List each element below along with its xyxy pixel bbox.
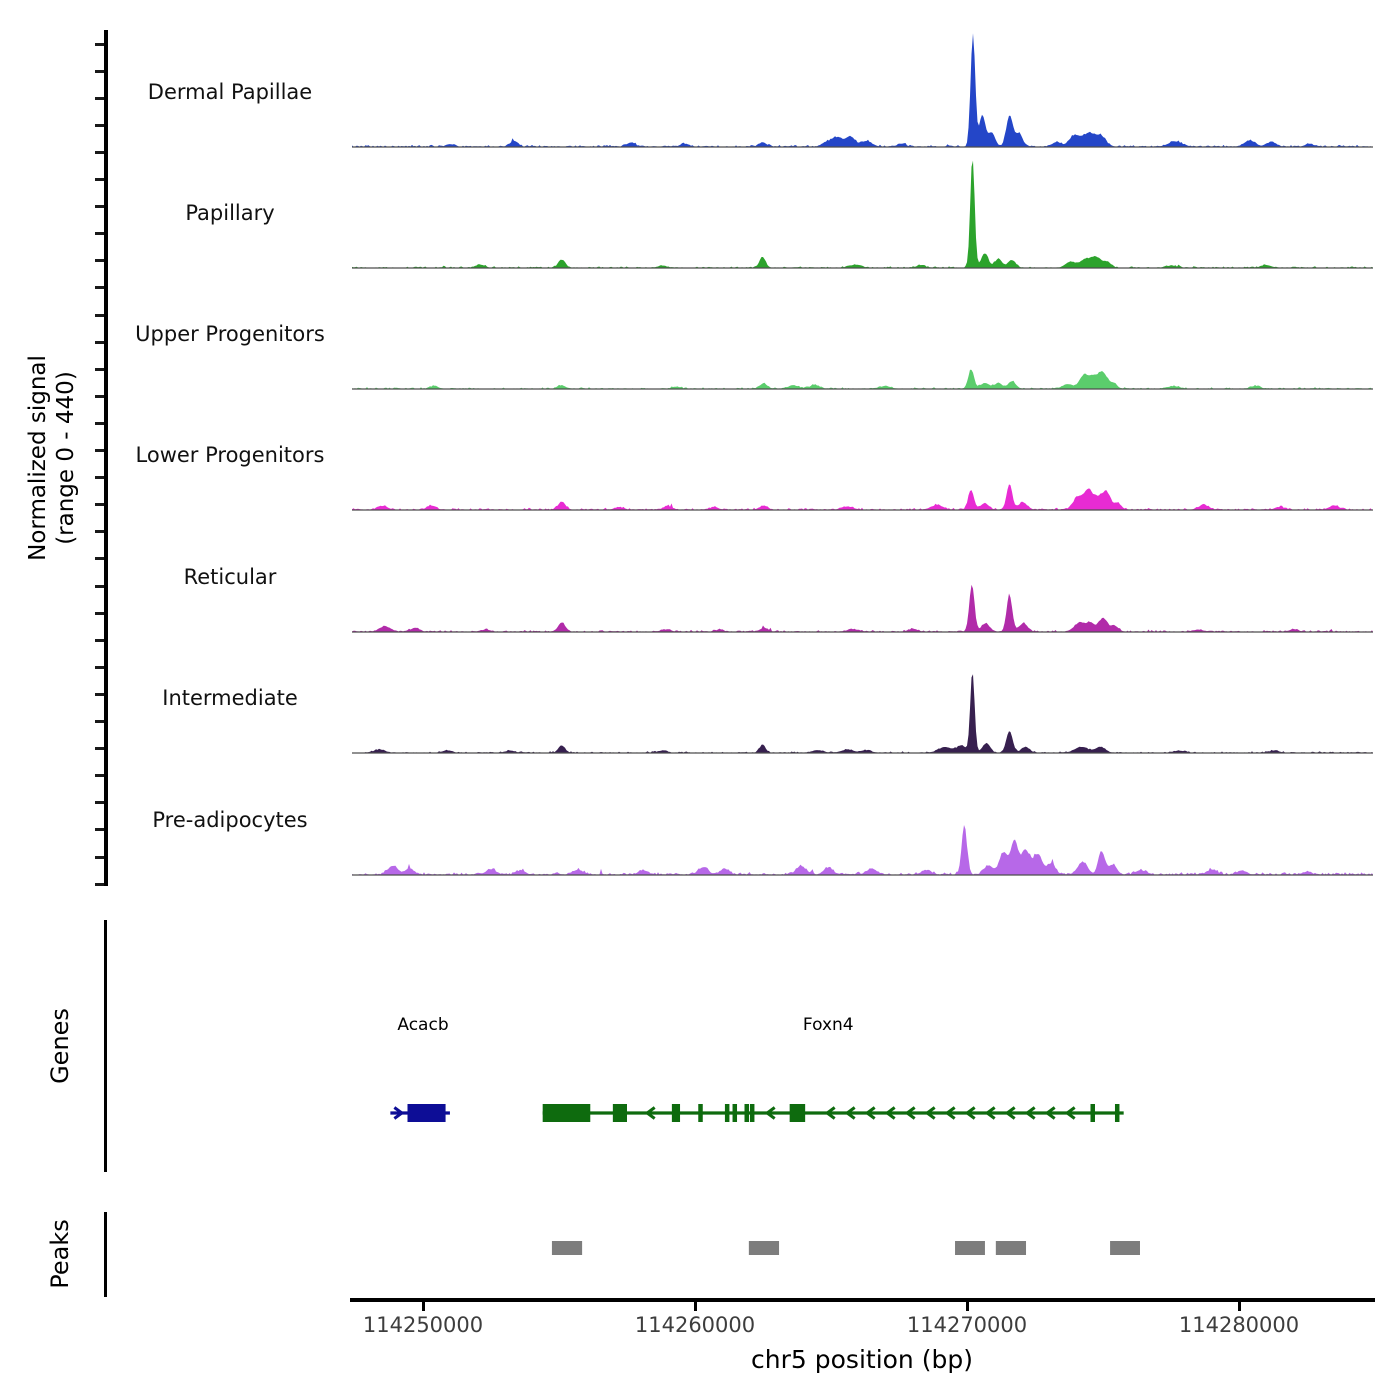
y-axis-tick — [95, 341, 104, 344]
peak-region — [996, 1241, 1026, 1255]
y-axis-tick — [95, 178, 104, 181]
signal-area-pre-adipocytes — [352, 825, 1373, 875]
signal-area-dermal-papillae — [352, 33, 1373, 147]
gene-model-acacb — [390, 1015, 450, 1122]
peaks-track — [352, 1238, 1373, 1260]
y-axis-tick — [95, 530, 104, 533]
gene-exon — [407, 1104, 445, 1122]
peaks-axis-line — [104, 1212, 107, 1297]
x-axis-tick — [694, 1302, 697, 1311]
signal-area-papillary — [352, 161, 1373, 268]
signal-track-reticular — [352, 518, 1373, 634]
genes-track — [352, 1000, 1373, 1140]
y-axis-tick — [95, 828, 104, 831]
x-tick-label: 114250000 — [362, 1313, 484, 1337]
y-axis-tick — [95, 585, 104, 588]
y-axis-tick — [95, 612, 104, 615]
y-axis-label-line1: Normalized signal — [25, 355, 51, 561]
y-axis-tick — [95, 97, 104, 100]
y-axis-label-line2: (range 0 - 440) — [53, 371, 79, 545]
gene-model-foxn4 — [543, 1015, 1124, 1122]
y-axis-tick — [95, 124, 104, 127]
peak-region — [552, 1241, 582, 1255]
track-label-upper-progenitors: Upper Progenitors — [135, 322, 325, 346]
track-label-reticular: Reticular — [183, 565, 277, 589]
x-axis-tick — [1238, 1302, 1241, 1311]
y-axis-tick — [95, 259, 104, 262]
y-axis-tick — [95, 747, 104, 750]
y-axis-label — [24, 355, 80, 561]
genes-section-label: Genes — [46, 1008, 74, 1084]
peaks-section-label: Peaks — [46, 1219, 74, 1289]
signal-area-reticular — [352, 585, 1373, 632]
track-label-lower-progenitors: Lower Progenitors — [135, 443, 325, 467]
y-axis-tick — [95, 801, 104, 804]
y-axis-tick — [95, 856, 104, 859]
y-axis-tick — [95, 774, 104, 777]
signal-area-upper-progenitors — [352, 370, 1373, 389]
y-axis-line — [104, 30, 108, 886]
gene-exon — [790, 1104, 806, 1122]
x-axis-line — [350, 1298, 1375, 1302]
y-axis-tick — [95, 314, 104, 317]
signal-track-upper-progenitors — [352, 275, 1373, 391]
signal-area-lower-progenitors — [352, 484, 1373, 510]
y-axis-tick — [95, 368, 104, 371]
signal-track-lower-progenitors — [352, 396, 1373, 512]
y-axis-tick — [95, 395, 104, 398]
gene-exon — [1090, 1104, 1095, 1122]
signal-area-intermediate — [352, 674, 1373, 753]
y-axis-tick — [95, 70, 104, 73]
gene-exon — [725, 1104, 730, 1122]
gene-exon — [1115, 1104, 1120, 1122]
track-label-pre-adipocytes: Pre-adipocytes — [152, 808, 308, 832]
x-axis-tick — [422, 1302, 425, 1311]
gene-label-foxn4: Foxn4 — [802, 1015, 854, 1035]
x-tick-label: 114280000 — [1178, 1313, 1300, 1337]
y-axis-tick — [95, 449, 104, 452]
genes-axis-line — [104, 920, 107, 1172]
track-label-papillary: Papillary — [185, 201, 275, 225]
x-axis-title: chr5 position (bp) — [751, 1345, 973, 1374]
y-axis-tick — [95, 286, 104, 289]
signal-track-dermal-papillae — [352, 33, 1373, 149]
y-axis-tick — [95, 476, 104, 479]
y-axis-tick — [95, 883, 104, 886]
y-axis-tick — [95, 205, 104, 208]
gene-exon — [672, 1104, 680, 1122]
track-label-dermal-papillae: Dermal Papillae — [147, 80, 313, 104]
gene-exon — [698, 1104, 703, 1122]
y-axis-tick — [95, 151, 104, 154]
y-axis-tick — [95, 693, 104, 696]
gene-exon — [750, 1104, 755, 1122]
y-axis-tick — [95, 503, 104, 506]
y-axis-tick — [95, 43, 104, 46]
x-tick-label: 114260000 — [634, 1313, 756, 1337]
gene-exon — [543, 1104, 591, 1122]
y-axis-tick — [95, 422, 104, 425]
y-axis-tick — [95, 720, 104, 723]
peak-region — [1110, 1241, 1140, 1255]
gene-exon — [733, 1104, 738, 1122]
y-axis-tick — [95, 232, 104, 235]
signal-track-pre-adipocytes — [352, 761, 1373, 877]
gene-exon — [613, 1104, 627, 1122]
peak-region — [955, 1241, 985, 1255]
x-tick-label: 114270000 — [906, 1313, 1028, 1337]
signal-track-intermediate — [352, 639, 1373, 755]
y-axis-tick — [95, 666, 104, 669]
y-axis-tick — [95, 557, 104, 560]
signal-track-papillary — [352, 154, 1373, 270]
x-axis-tick — [966, 1302, 969, 1311]
y-axis-tick — [95, 639, 104, 642]
peak-region — [749, 1241, 779, 1255]
gene-exon — [745, 1104, 750, 1122]
gene-label-acacb: Acacb — [397, 1015, 449, 1035]
track-label-intermediate: Intermediate — [162, 686, 298, 710]
